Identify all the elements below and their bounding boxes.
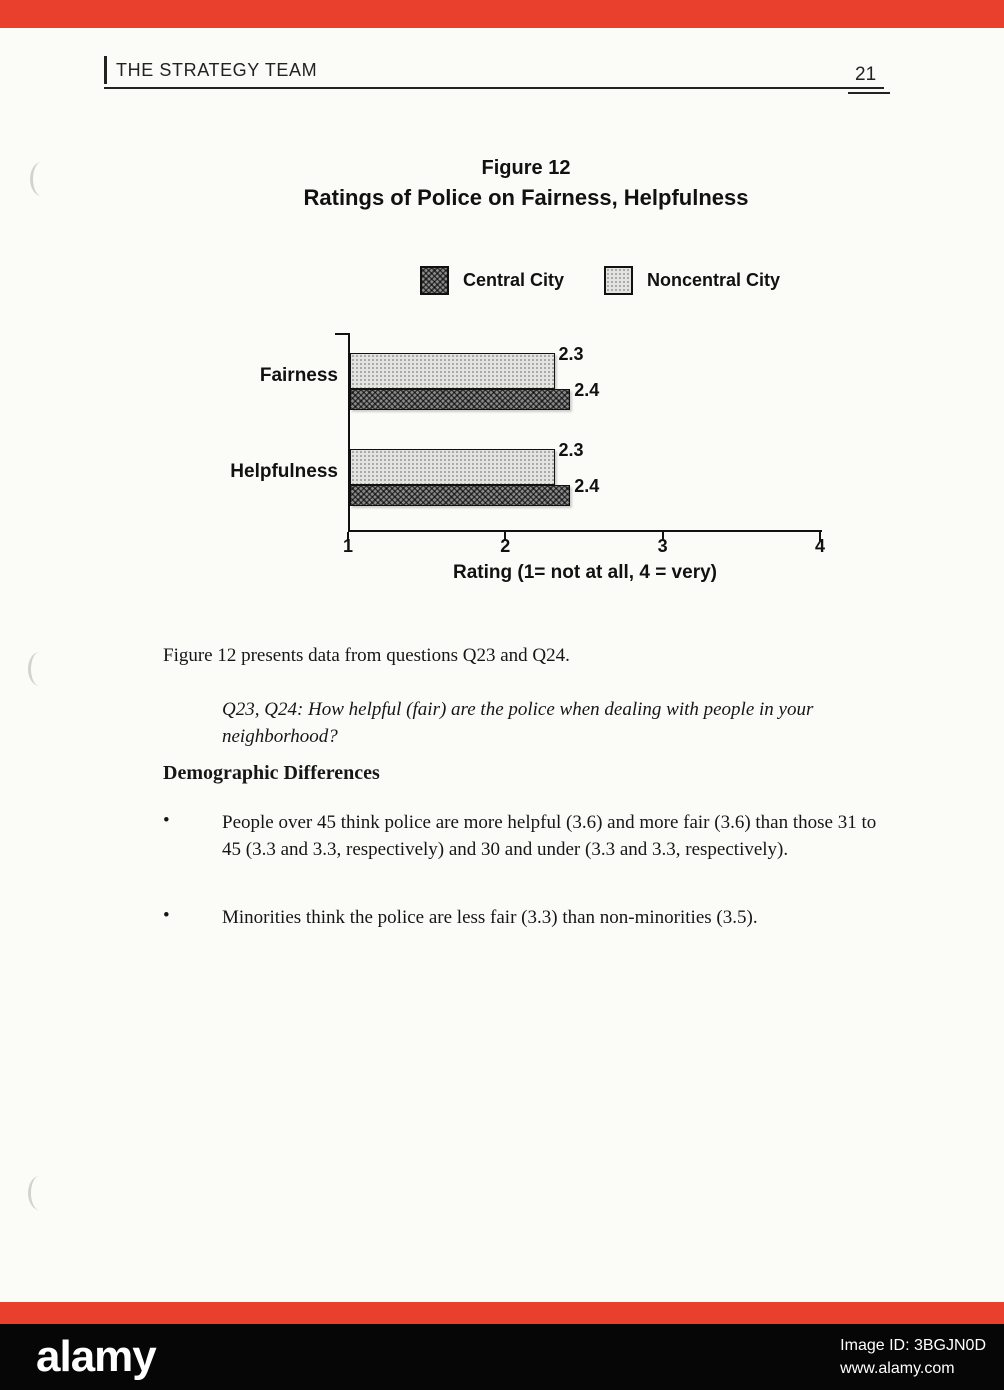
- bar-helpfulness-central-city: [350, 476, 600, 506]
- watermark-bottom-bar: [0, 1302, 1004, 1324]
- bullet-text-1: People over 45 think police are more helpful (3.6) and more fair (3.6) than those 31 to 45 (3.3 and 3.3, respectively) and 30 and under (3.3 and 3.3, respectively).: [222, 812, 877, 860]
- y-axis-top-tick: [335, 333, 348, 335]
- scan-artifact: [28, 1176, 51, 1210]
- x-tick-label-3: 3: [657, 536, 668, 556]
- section-heading: Demographic Differences: [163, 762, 380, 784]
- alamy-logo: alamy: [36, 1332, 156, 1381]
- scan-artifact: [28, 652, 51, 686]
- bullet-text-2: Minorities think the police are less fair (3.3) than non-minorities (3.5).: [222, 907, 758, 928]
- legend-label-central-city: Central City: [463, 270, 565, 290]
- x-tick-label-2: 2: [500, 536, 511, 556]
- bullet-icon: •: [163, 905, 170, 926]
- bar-chart-plot-area: [348, 333, 820, 530]
- bar-value-helpfulness-noncentral: 2.3: [558, 440, 584, 460]
- bar-fairness-central-city: [350, 380, 600, 410]
- x-tick-label-4: 4: [814, 536, 826, 556]
- x-axis-line: [348, 530, 822, 532]
- report-header-title: THE STRATEGY TEAM: [116, 60, 318, 80]
- bullet-item-2: [163, 905, 883, 932]
- bar-helpfulness-noncentral-city: [350, 440, 584, 485]
- image-id-text: Image ID: 3BGJN0D: [840, 1337, 986, 1354]
- bullet-item-1: [163, 810, 883, 864]
- scan-artifact: [30, 162, 53, 196]
- page-number: 21: [855, 64, 877, 85]
- page-number-rule: [848, 92, 890, 94]
- x-axis-tick-labels: [342, 536, 826, 560]
- legend-label-noncentral-city: Noncentral City: [647, 270, 781, 290]
- x-axis-title: Rating (1= not at all, 4 = very): [453, 562, 717, 583]
- bullet-icon: •: [163, 810, 170, 831]
- legend-item-central-city: [420, 266, 564, 295]
- watermark-top-bar: [0, 0, 1004, 28]
- header-bracket-mark: [104, 56, 107, 84]
- image-id-box: [840, 1334, 986, 1380]
- figure-label: Figure 12: [481, 157, 571, 179]
- bar-fairness-noncentral-city: [350, 344, 584, 389]
- watermark-footer: [0, 1324, 1004, 1390]
- x-tick-label-1: 1: [342, 536, 354, 556]
- legend-swatch-noncentral-city: [604, 266, 633, 295]
- legend-swatch-central-city: [420, 266, 449, 295]
- legend-item-noncentral-city: [604, 266, 780, 295]
- question-quote: Q23, Q24: How helpful (fair) are the police when dealing with people in your neighborhood?: [222, 699, 814, 747]
- figure-intro-paragraph: Figure 12 presents data from questions Q23 and Q24.: [163, 645, 570, 666]
- bar-value-helpfulness-central: 2.4: [574, 476, 600, 496]
- category-label-helpfulness: Helpfulness: [230, 461, 338, 482]
- header-rule: [104, 87, 884, 89]
- category-label-fairness: Fairness: [259, 365, 338, 386]
- figure-title: Ratings of Police on Fairness, Helpfulness: [303, 185, 749, 210]
- watermark-url: www.alamy.com: [840, 1360, 955, 1378]
- chart-legend: [420, 266, 780, 295]
- bar-value-fairness-central: 2.4: [574, 380, 600, 400]
- bar-value-fairness-noncentral: 2.3: [558, 344, 584, 364]
